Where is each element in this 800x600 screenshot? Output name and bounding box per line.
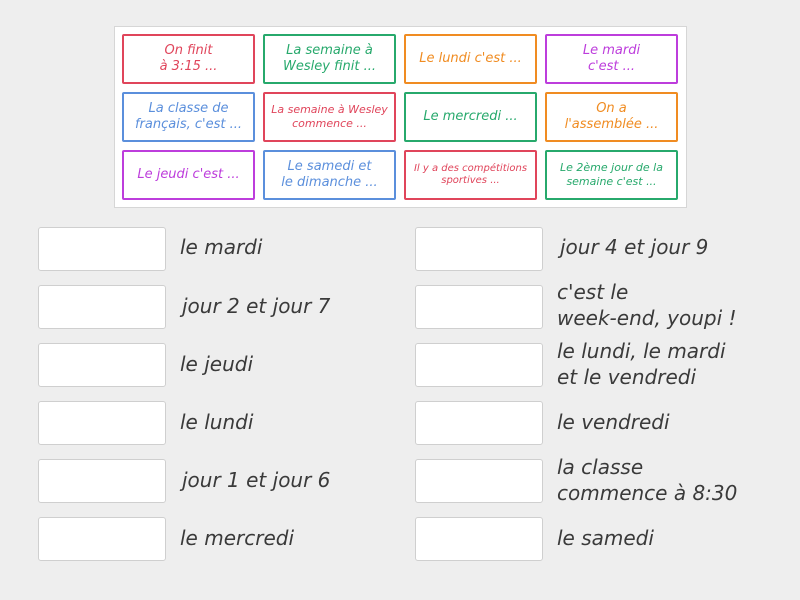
answer-card[interactable] [263, 34, 396, 84]
answer-card[interactable] [122, 92, 255, 142]
target-label: jour 1 et jour 6 [182, 468, 331, 492]
drop-slot[interactable] [415, 517, 543, 561]
target-label: le mercredi [180, 526, 295, 550]
target-label: c'est le week-end, youpi ! [557, 280, 737, 330]
card-text: La semaine à Wesley commence ... [271, 103, 388, 130]
answer-card[interactable] [404, 34, 537, 84]
card-text: Le mercredi ... [423, 108, 518, 124]
answer-card[interactable] [263, 92, 396, 142]
drop-slot[interactable] [415, 343, 543, 387]
card-text: On a l'assemblée ... [564, 100, 659, 132]
card-text: Il y a des compétitions sportives ... [413, 162, 528, 186]
answer-card[interactable] [404, 92, 537, 142]
card-text: Le 2ème jour de la semaine c'est ... [560, 161, 663, 188]
drop-slot[interactable] [38, 459, 166, 503]
target-label: jour 2 et jour 7 [182, 294, 331, 318]
target-label: le lundi [180, 410, 254, 434]
card-text: Le samedi et le dimanche ... [281, 158, 378, 190]
target-label: la classe commence à 8:30 [557, 455, 738, 505]
answer-card[interactable] [404, 150, 537, 200]
target-label: le jeudi [180, 352, 254, 376]
answer-card[interactable] [122, 34, 255, 84]
card-bank [114, 26, 687, 208]
target-label: le vendredi [557, 410, 670, 434]
drop-slot[interactable] [415, 401, 543, 445]
card-text: Le lundi c'est ... [419, 50, 522, 66]
drop-slot[interactable] [415, 459, 543, 503]
target-label: le lundi, le mardi et le vendredi [557, 339, 726, 389]
card-text: La semaine à Wesley finit ... [283, 42, 376, 74]
drop-slot[interactable] [38, 517, 166, 561]
target-label: le samedi [557, 526, 654, 550]
drop-slot[interactable] [38, 343, 166, 387]
target-label: le mardi [180, 235, 263, 259]
drop-slot[interactable] [38, 401, 166, 445]
card-text: Le jeudi c'est ... [137, 166, 240, 182]
card-text: Le mardi c'est ... [582, 42, 641, 74]
answer-card[interactable] [545, 34, 678, 84]
drop-slot[interactable] [415, 227, 543, 271]
card-text: La classe de français, c'est ... [134, 100, 242, 132]
drop-slot[interactable] [415, 285, 543, 329]
answer-card[interactable] [545, 92, 678, 142]
answer-card[interactable] [263, 150, 396, 200]
answer-card[interactable] [545, 150, 678, 200]
answer-card[interactable] [122, 150, 255, 200]
drop-slot[interactable] [38, 285, 166, 329]
target-label: jour 4 et jour 9 [560, 235, 709, 259]
card-text: On finit à 3:15 ... [159, 42, 218, 74]
drop-slot[interactable] [38, 227, 166, 271]
